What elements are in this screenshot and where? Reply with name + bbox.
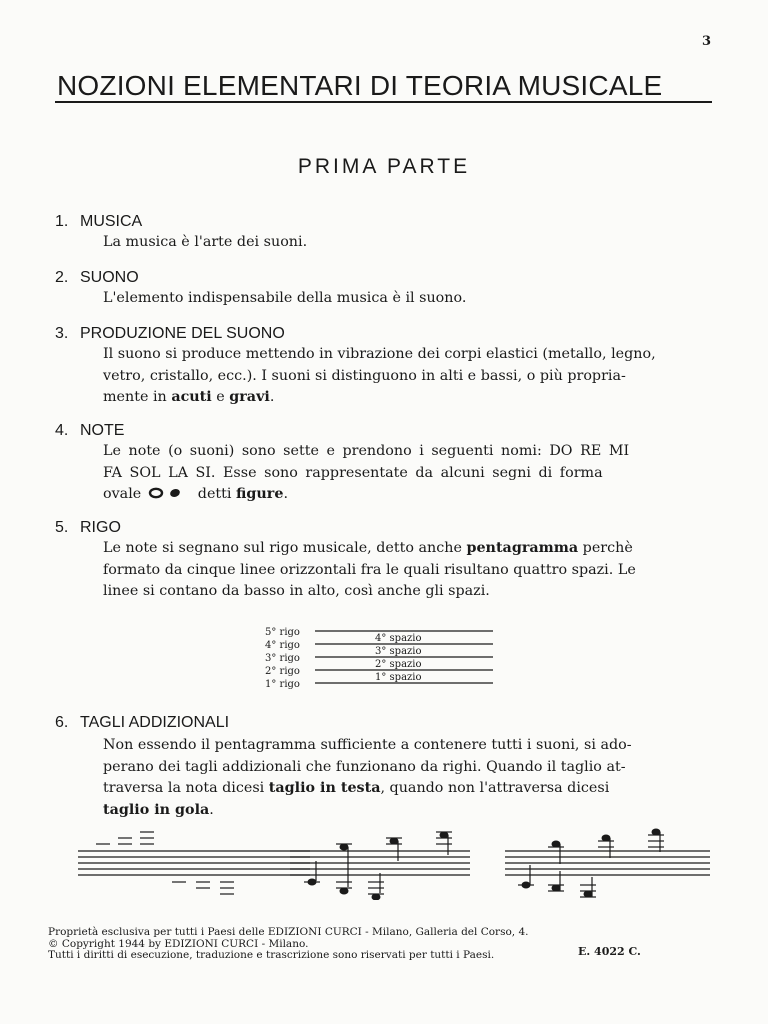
section-title: PRODUZIONE DEL SUONO (80, 325, 285, 342)
section-heading-note (55, 422, 124, 440)
section-body-tagli (103, 735, 707, 821)
section-body-note (103, 441, 707, 506)
note-icon (652, 829, 661, 836)
section-title: NOTE (80, 422, 125, 439)
staff-diagram (255, 622, 505, 694)
section-number: 1. (55, 213, 69, 230)
footer-line: © Copyright 1944 by EDIZIONI CURCI - Milano. (48, 937, 309, 950)
note-icon (308, 879, 317, 886)
body-line (103, 800, 707, 822)
text-run: perchè (578, 540, 633, 556)
note-icon (584, 891, 593, 898)
line-label-2: 2° rigo (265, 666, 300, 677)
section-heading-musica (55, 213, 142, 231)
line-label-1: 1° rigo (265, 679, 300, 690)
section-body-suono (103, 288, 707, 310)
section-heading-rigo (55, 519, 121, 537)
note-icon (340, 844, 349, 851)
space-label-3: 3° spazio (375, 646, 422, 657)
section-title: RIGO (80, 519, 121, 536)
text-run: Le note si segnano sul rigo musicale, detto anche (103, 540, 467, 556)
note-icon (522, 882, 531, 889)
term-taglio-in-testa: taglio in testa (268, 780, 381, 796)
footer-line: Proprietà esclusiva per tutti i Paesi delle EDIZIONI CURCI - Milano, Galleria del Corso, 4. (48, 926, 529, 938)
term-figure: figure (236, 486, 284, 502)
text-run: traversa la nota dicesi (103, 780, 269, 796)
section-title: MUSICA (80, 213, 143, 230)
text-run: ovale (103, 486, 142, 502)
term-acuti: acuti (171, 389, 212, 405)
note-icon (552, 885, 561, 892)
note-icon (552, 841, 561, 848)
open-note-icon (150, 489, 162, 497)
note-icon (602, 835, 611, 842)
section-title: TAGLI ADDIZIONALI (80, 714, 230, 731)
term-gravi: gravi (229, 389, 270, 405)
copyright-footer (48, 927, 528, 962)
body-line (103, 778, 707, 800)
section-heading-tagli (55, 714, 229, 732)
title-underline (55, 101, 712, 103)
section-heading-produzione (55, 325, 285, 343)
note-icon (440, 832, 449, 839)
staff-3 (505, 851, 710, 875)
part-title: PRIMA PARTE (297, 155, 471, 178)
term-taglio-in-gola: taglio in gola (103, 801, 210, 818)
line-label-3: 3° rigo (265, 653, 300, 664)
section-title: SUONO (80, 269, 139, 286)
ledger-marks-above (96, 832, 154, 844)
text-run: . (209, 801, 214, 818)
text-run: , quando non l'attraversa dicesi (380, 780, 610, 796)
section-number: 4. (55, 422, 69, 439)
section-number: 3. (55, 325, 69, 342)
section-body-produzione (103, 344, 707, 409)
body-line (103, 538, 707, 560)
section-number: 5. (55, 519, 69, 536)
term-pentagramma: pentagramma (466, 540, 579, 556)
line-label-5: 5° rigo (265, 627, 300, 638)
body-line: La musica è l'arte dei suoni. (103, 234, 308, 250)
staff-1 (78, 851, 310, 875)
text-run: e (211, 389, 230, 405)
catalog-number: E. 4022 C. (578, 945, 641, 958)
text-run: mente in (103, 389, 172, 405)
page-title: NOZIONI ELEMENTARI DI TEORIA MUSICALE (57, 70, 663, 101)
body-line: Le note (o suoni) sono sette e prendono i seguenti nomi: DO RE MI (103, 443, 630, 459)
body-line (103, 387, 707, 409)
ledger-lines-illustration (70, 825, 730, 900)
body-line: vetro, cristallo, ecc.). I suoni si distinguono in alti e bassi, o più propria- (103, 367, 626, 384)
body-line: perano dei tagli addizionali che funzionano da righi. Quando il taglio at- (103, 758, 626, 775)
body-line (103, 484, 707, 506)
body-line: Il suono si produce mettendo in vibrazione dei corpi elastici (metallo, legno, (103, 346, 656, 362)
note-icon (390, 838, 399, 845)
ledger-marks-below (172, 882, 234, 894)
note-shapes-icon (145, 486, 189, 500)
text-run: detti (193, 486, 237, 502)
notes-staff-3 (518, 832, 664, 897)
text-run: . (269, 389, 275, 405)
section-heading-suono (55, 269, 139, 287)
body-line: linee si contano da basso in alto, così anche gli spazi. (103, 583, 490, 599)
section-number: 6. (55, 714, 69, 731)
section-body-musica (103, 232, 707, 254)
section-body-rigo (103, 538, 707, 603)
body-line: formato da cinque linee orizzontali fra le quali risultano quattro spazi. Le (103, 561, 636, 578)
section-number: 2. (55, 269, 69, 286)
body-line: FA SOL LA SI. Esse sono rappresentate da alcuni segni di forma (103, 464, 603, 481)
body-line: L'elemento indispensabile della musica è il suono. (103, 290, 467, 306)
footer-line: Tutti i diritti di esecuzione, traduzione e trascrizione sono riservati per tutti i Paesi. (48, 949, 495, 961)
text-run: . (283, 486, 288, 502)
line-label-4: 4° rigo (265, 640, 300, 651)
space-label-4: 4° spazio (375, 633, 422, 644)
staff-2 (290, 851, 470, 875)
space-label-2: 2° spazio (375, 659, 422, 670)
space-label-1: 1° spazio (375, 672, 422, 683)
body-line: Non essendo il pentagramma sufficiente a contenere tutti i suoni, si ado- (103, 737, 632, 753)
filled-note-icon (169, 488, 181, 499)
page-number: 3 (702, 34, 712, 49)
note-icon (340, 888, 349, 895)
